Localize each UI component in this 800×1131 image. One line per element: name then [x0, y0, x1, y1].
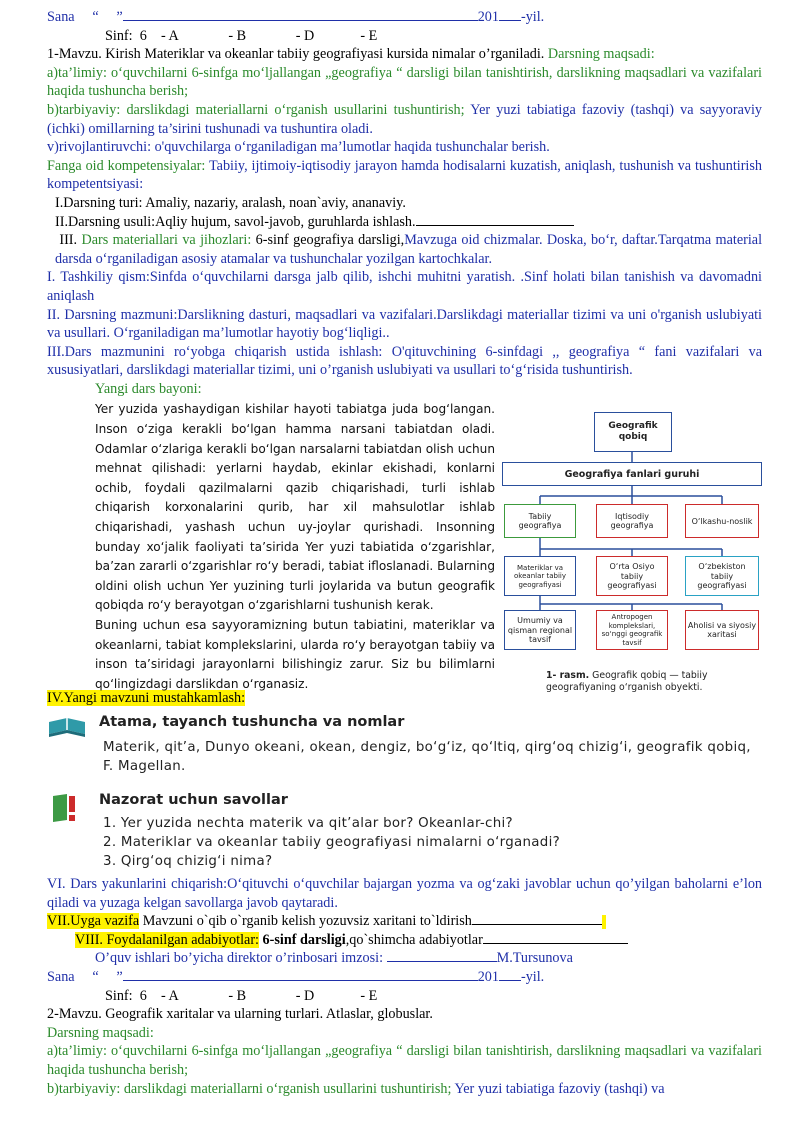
textbook-excerpt — [47, 400, 762, 695]
literature-book: 6-sinf darsligi — [262, 931, 346, 948]
class-e-2: - E — [360, 987, 378, 1004]
caption-label: 1- rasm. — [546, 670, 590, 682]
quote-open-2: “ — [92, 969, 99, 986]
date-blank — [123, 8, 478, 21]
organization-line — [47, 268, 762, 305]
year-label-2: 201 — [477, 969, 499, 986]
class-e: - E — [360, 27, 378, 44]
quote-open: “ — [92, 9, 99, 25]
year-blank-2 — [499, 968, 521, 981]
date-label: Sana — [47, 9, 75, 25]
diagram-box-uzbekistan: O‘zbekiston tabiiy geografiyasi — [685, 556, 759, 596]
class-number: 6 — [139, 27, 147, 44]
lesson-method-blank — [416, 213, 574, 226]
realization-text: O'qituvchining 6-sinfdagi ,, geografiya “ fani vazifalari va xususiyatlari, darslikdagi materiallar tizimi, uni o’rganish uslubiyati va usullari to‘g‘risida tushuntirish. — [47, 343, 762, 379]
date-label-2: Sana — [47, 969, 75, 986]
class-number-2: 6 — [139, 987, 147, 1004]
question-3: 3. Qirg‘oq chizig‘i nima? — [103, 854, 273, 870]
homework-text: Mavzuni o`qib o`rganib kelish yozuvsiz xaritani to`ldirish — [142, 913, 472, 930]
control-questions-block — [47, 792, 762, 871]
lesson-method-text: II.Darsning usuli:Aqliy hujum, savol-javob, guruhlarda ishlash. — [55, 213, 416, 230]
class-label-2: Sinf: — [105, 987, 133, 1004]
materials-num: III. — [59, 232, 78, 249]
competence-label: Fanga oid kompetensiyalar: — [47, 157, 206, 174]
materials-book: 6-sinf geografiya darsligi, — [255, 232, 405, 249]
quote-close-2: ” — [116, 969, 123, 986]
class-line — [47, 27, 762, 46]
diagram-caption — [546, 670, 756, 694]
year-suffix: -yil. — [520, 9, 545, 25]
goal-label-2: Darsning maqsadi: — [47, 1024, 154, 1041]
textbook-text — [47, 400, 495, 694]
homework-blank — [472, 912, 602, 925]
year-label: 201 — [477, 9, 499, 25]
organization-label: I. Tashkiliy qism: — [47, 269, 150, 286]
caption-text: Geografik qobiq — tabiiy geografiyaning o‘rganish obyekti. — [546, 670, 708, 694]
geography-diagram — [502, 412, 762, 692]
signature-line — [47, 949, 762, 968]
terms-block — [47, 714, 762, 776]
terms-body: Materik, qit’a, Dunyo okeani, okean, dengiz, bo‘g‘iz, qo‘ltiq, qirg‘oq chizig‘i, geografik qobiq, F. Magellan. — [103, 740, 751, 775]
document-page — [47, 8, 762, 1098]
date-line — [47, 8, 762, 27]
terms-title: Atama, tayanch tushuncha va nomlar — [99, 714, 405, 731]
diagram-box-local-studies: O‘lkashu-noslik — [685, 504, 759, 538]
literature-text: ,qo`shimcha adabiyotlar — [345, 931, 483, 948]
organization-text: Sinfda o‘quvchilarni darsga jalb qilib, ishchi muhitni yaratish. .Sinf holati bilan tanishish va davomadni aniqlash — [47, 269, 762, 304]
goal-v: v)rivojlantiruvchi: o'quvchilarga o‘rganiladigan ma’lumotlar haqida tushunchalar berish. — [47, 139, 550, 156]
diagram-box-population: Aholisi va siyosiy xaritasi — [685, 610, 759, 650]
topic-1-title: 1-Mavzu. Kirish Materiklar va okeanlar tabiiy geografiyasi kursida nimalar o’rganiladi. — [47, 46, 545, 63]
summary-text: O‘qituvchi o‘quvchilar bajargan yozma va og‘zaki javoblar uchun qo’yilgan baholarni e’lon qiladi va yuzaga kelgan savollarga javob qaytaradi. — [47, 876, 763, 911]
class-b: - B — [228, 27, 247, 44]
year-suffix-2: -yil. — [520, 969, 545, 986]
question-2: 2. Materiklar va okeanlar tabiiy geografiyasi nimalarni o‘rganadi? — [103, 835, 561, 851]
question-1: 1. Yer yuzida nechta materik va qit’alar bor? Okeanlar-chi? — [103, 816, 513, 832]
diagram-box-physical: Tabiiy geografiya — [504, 504, 576, 538]
lesson-method — [47, 213, 762, 232]
homework-marker — [602, 915, 606, 929]
lesson-materials — [47, 231, 762, 268]
class-d: - D — [295, 27, 315, 44]
date-line-2 — [47, 968, 762, 987]
diagram-box-economic: Iqtisodiy geografiya — [596, 504, 668, 538]
realization-label: III.Dars mazmunini ro‘yobga chiqarish ustida ishlash: — [47, 343, 383, 360]
class-label: Sinf: — [105, 27, 133, 44]
class-a: - A — [160, 27, 179, 44]
control-questions-title: Nazorat uchun savollar — [99, 792, 288, 809]
class-a-2: - A — [160, 987, 179, 1004]
class-b-2: - B — [228, 987, 247, 1004]
materials-label: Dars materiallari va jihozlari: — [81, 232, 252, 249]
lesson-type: I.Darsning turi: Amaliy, nazariy, aralash, noan`aviy, ananaviy. — [55, 194, 406, 211]
year-blank — [499, 8, 521, 21]
literature-blank — [483, 931, 628, 944]
signature-blank — [387, 949, 497, 962]
literature-line — [47, 931, 762, 950]
goal-b-2-part2: Yer yuzi tabiatiga fazoviy (tashqi) va — [454, 1080, 665, 1097]
textbook-paragraph-2: Buning uchun esa sayyoramizning butun tabiatini, materiklar va okeanlarni, tabiat komplekslarini, ularda ro‘y berayotgan tabiiy va inson ta’siridagi jarayonlarni bilishingiz zarur. Siz bu bilimlarni qo‘lingizdagi darslikdan o‘rganasiz. — [95, 618, 495, 691]
class-d-2: - D — [295, 987, 315, 1004]
goal-label: Darsning maqsadi: — [547, 46, 655, 63]
topic-2-title: 2-Mavzu. Geografik xaritalar va ularning turlari. Atlaslar, globuslar. — [47, 1006, 433, 1023]
goal-b-2-part1: b)tarbiyaviy: darslikdagi materiallarni o‘rganish usullarini tushuntirish; — [47, 1080, 452, 1097]
diagram-box-regional: Umumiy va qisman regional tavsif — [504, 610, 576, 650]
goal-a: a)ta’limiy: o‘quvchilarni 6-sinfga mo‘ljallangan „geografiya “ darsligi bilan tanishtirish, darslikning maqsadlari va vazifalari haqida tushuncha berish; — [47, 64, 762, 100]
signature-label: O’quv ishlari bo’yicha direktor o’rinbosari imzosi: — [95, 950, 384, 967]
content-line — [47, 306, 762, 343]
class-line-2 — [47, 987, 762, 1006]
signature-name: M.Tursunova — [496, 950, 573, 967]
diagram-box-central-asia: O‘rta Osiyo tabiiy geografiyasi — [596, 556, 668, 596]
goal-b-part1: b)tarbiyaviy: darslikdagi materiallarni o‘rganish usullarini tushuntirish; — [47, 101, 465, 118]
quote-close: ” — [116, 9, 123, 25]
competence-line — [47, 157, 762, 194]
diagram-top-box: Geografik qobiq — [594, 412, 672, 452]
diagram-group-box: Geografiya fanlari guruhi — [502, 462, 762, 486]
summary-label: VI. Dars yakunlarini chiqarish: — [47, 876, 228, 893]
homework-label: VII.Uyga vazifa — [47, 913, 140, 930]
summary-line — [47, 875, 762, 912]
goal-a-2: a)ta’limiy: o‘quvchilarni 6-sinfga mo‘ljallangan „geografiya “ darsligi bilan tanishtirish, darslikning maqsadlari va vazifalari haqida tushuncha berish; — [47, 1043, 762, 1078]
realization-line — [47, 343, 762, 380]
new-lesson-heading: Yangi dars bayoni: — [95, 380, 202, 397]
diagram-box-anthropogenic: Antropogen komplekslari, so‘nggi geografik tavsif — [596, 610, 668, 650]
materials-text: Mavzuga oid chizmalar. Doska, bo‘r, daftar.Tarqatma material darsda o‘rganiladigan asosiy atamalar va tushunchalar yozilgan kartochkalar. — [55, 232, 763, 267]
content-label: II. Darsning mazmuni: — [47, 306, 178, 323]
competence-text: Tabiiy, ijtimoiy-iqtisodiy jarayon hamda hodisalarni kuzatish, aniqlash, tushunish va tushuntirish kompetentsiyasi: — [47, 157, 762, 193]
homework-line — [47, 912, 762, 931]
book-icon — [47, 714, 99, 776]
content-text: Darslikning dasturi, maqsadlari va vazifalari.Darslikdagi materiallar tizimi va uni o'rganish uslubiyati va usullari. O‘rganiladigan ma’lumotlar hayotiy bog‘liqligi.. — [47, 306, 763, 342]
consolidation-label: IV.Yangi mavzuni mustahkamlash: — [47, 690, 246, 707]
goal-b-part2: Yer yuzi tabiatiga fazoviy (tashqi) va sayyoraviy (ichki) omillarning ta’sirini tushunadi va tushuntira oladi. — [47, 101, 762, 137]
goal-b — [47, 101, 762, 138]
goal-b-2 — [47, 1080, 762, 1099]
textbook-paragraph-1: Yer yuzida yashaydigan kishilar hayoti tabiatga juda bog‘langan. Inson o‘ziga kerakli bo‘lgan hamma narsani tabiatdan oladi. Odamlar o‘zlariga kerakli bo‘lgan narsalarni tabiatdan olish uchun mehnat qilishadi: yerlarni haydab, ekinlar ekishadi, konlarni ochib, foydali qazilmalarni qazib chiqarishadi, turli ishlab chiqarish korxonalarini qurib, har xil mahsulotlar ishlab chiqarishadi, yashash uchun uy-joylar qurishadi. Insonning bunday xo‘jalik faoliyati ta’sirida Yer yuzi tabiatida o‘zgarishlar, ba’zan zararli o‘zgarishlar ro‘y beradi, tabiat ifloslanadi. Bularning oldini olish uchun Yer yuzining turli joylarida va butun geografik qobiqda ro‘y berayotgan o‘zgarishlarni tushunish kerak. — [95, 402, 495, 613]
question-icon — [47, 792, 99, 871]
date-blank-2 — [123, 968, 478, 981]
diagram-box-continents: Materiklar va okeanlar tabiiy geografiyasi — [504, 556, 576, 596]
literature-label: VIII. Foydalanilgan adabiyotlar: — [75, 931, 259, 948]
topic-1-line — [47, 45, 762, 64]
